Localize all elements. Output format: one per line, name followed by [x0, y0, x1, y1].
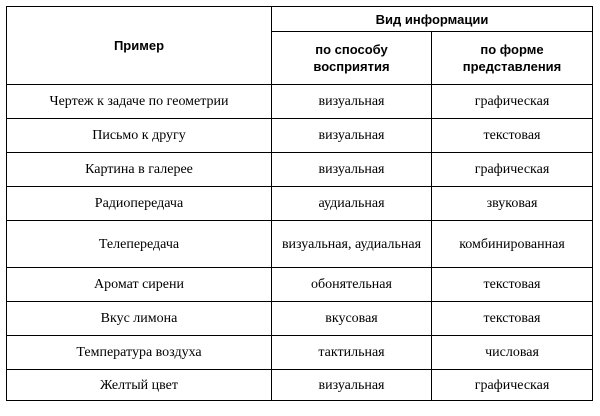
- header-form: по форме представления: [432, 32, 593, 85]
- cell-form: числовая: [432, 336, 593, 370]
- table-row: [7, 119, 593, 153]
- table-header-row: [7, 7, 593, 32]
- cell-perception: визуальная: [272, 85, 432, 119]
- cell-example: Письмо к другу: [7, 119, 272, 153]
- table-row: [7, 221, 593, 268]
- cell-example: Картина в галерее: [7, 153, 272, 187]
- cell-example: Чертеж к задаче по геометрии: [7, 85, 272, 119]
- cell-form: текстовая: [432, 119, 593, 153]
- cell-perception: обонятельная: [272, 268, 432, 302]
- cell-perception: вкусовая: [272, 302, 432, 336]
- table-row: [7, 268, 593, 302]
- information-types-table: [6, 6, 593, 401]
- table-row: [7, 336, 593, 370]
- cell-perception: визуальная: [272, 119, 432, 153]
- cell-form: текстовая: [432, 302, 593, 336]
- table-row: [7, 187, 593, 221]
- cell-example: Аромат сирени: [7, 268, 272, 302]
- cell-example: Температура воздуха: [7, 336, 272, 370]
- cell-example: Телепередача: [7, 221, 272, 268]
- table-row: [7, 85, 593, 119]
- cell-example: Вкус лимона: [7, 302, 272, 336]
- cell-example: Радиопередача: [7, 187, 272, 221]
- cell-form: звуковая: [432, 187, 593, 221]
- header-perception: по способу восприятия: [272, 32, 432, 85]
- cell-perception: визуальная, аудиальная: [272, 221, 432, 268]
- table-row: [7, 302, 593, 336]
- cell-perception: визуальная: [272, 153, 432, 187]
- header-info-type: Вид информации: [272, 7, 593, 32]
- cell-form: текстовая: [432, 268, 593, 302]
- cell-perception: визуальная: [272, 370, 432, 401]
- cell-form: графическая: [432, 85, 593, 119]
- table-row: [7, 370, 593, 401]
- table-row: [7, 153, 593, 187]
- cell-example: Желтый цвет: [7, 370, 272, 401]
- cell-perception: тактильная: [272, 336, 432, 370]
- header-example: Пример: [7, 7, 272, 85]
- cell-form: графическая: [432, 153, 593, 187]
- cell-perception: аудиальная: [272, 187, 432, 221]
- cell-form: комбинированная: [432, 221, 593, 268]
- cell-form: графическая: [432, 370, 593, 401]
